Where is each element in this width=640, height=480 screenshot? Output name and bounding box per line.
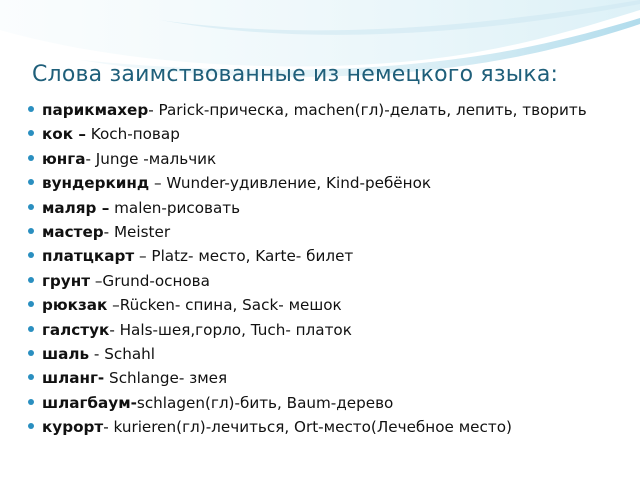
word-etymology: - Meister [103, 223, 171, 242]
bullet-icon [28, 252, 34, 258]
word-term: рюкзак [42, 296, 108, 315]
word-term: платцкарт [42, 247, 135, 266]
list-item [26, 171, 626, 195]
word-etymology: schlagen(гл)-бить, Baum-дерево [136, 393, 394, 412]
bullet-icon [28, 155, 34, 161]
bullet-icon [28, 179, 34, 185]
list-item [26, 366, 626, 390]
word-etymology: – Platz- место, Karte- билет [134, 247, 354, 266]
word-etymology: - kurieren(гл)-лечиться, Ort-место(Лечебное место) [103, 418, 512, 437]
list-item [26, 391, 626, 415]
bullet-icon [28, 106, 34, 112]
word-term: мастер [42, 223, 104, 242]
word-term: парикмахер [42, 101, 149, 119]
slide-title: Слова заимствованные из немецкого языка: [32, 62, 559, 87]
word-etymology: - Hals-шея,горло, Tuch- платок [109, 320, 352, 339]
word-term: кок – [42, 125, 86, 144]
word-term: шаль [42, 345, 90, 364]
list-item [26, 415, 626, 439]
bullet-icon [28, 423, 34, 429]
header-wave-decoration [0, 0, 640, 110]
word-term: вундеркинд [42, 174, 150, 193]
word-etymology: Schlange- змея [104, 369, 228, 388]
word-term: шлагбаум- [42, 393, 137, 412]
list-item [26, 122, 626, 146]
word-etymology: –Grund-основа [90, 271, 210, 290]
list-item [26, 293, 626, 317]
word-term: грунт [42, 271, 91, 290]
bullet-icon [28, 374, 34, 380]
bullet-icon [28, 228, 34, 234]
list-item [26, 318, 626, 342]
list-item [26, 220, 626, 244]
list-item [26, 244, 626, 268]
word-term: юнга [42, 149, 86, 168]
list-item [26, 98, 626, 122]
bullet-icon [28, 277, 34, 283]
list-item [26, 196, 626, 220]
bullet-icon [28, 326, 34, 332]
word-term: шланг- [42, 369, 105, 388]
bullet-icon [28, 399, 34, 405]
word-etymology: – Wunder-удивление, Kind-ребёнок [149, 174, 432, 193]
list-item [26, 342, 626, 366]
word-term: галстук [42, 320, 110, 339]
word-etymology: - Junge -мальчик [85, 149, 217, 168]
word-term: курорт [42, 418, 104, 437]
bullet-icon [28, 130, 34, 136]
bullet-icon [28, 350, 34, 356]
bullet-icon [28, 204, 34, 210]
word-term: маляр – [42, 198, 110, 217]
word-etymology: Koch-повар [85, 125, 180, 144]
word-etymology: - Schahl [89, 345, 156, 364]
list-item [26, 147, 626, 171]
bullet-icon [28, 301, 34, 307]
word-etymology: - Parick-прическа, machen(гл)-делать, лепить, творить [148, 101, 587, 119]
word-etymology: –Rücken- спина, Sack- мешок [107, 296, 342, 315]
word-etymology: malen-рисовать [109, 198, 241, 217]
list-item [26, 269, 626, 293]
word-list [26, 98, 626, 440]
